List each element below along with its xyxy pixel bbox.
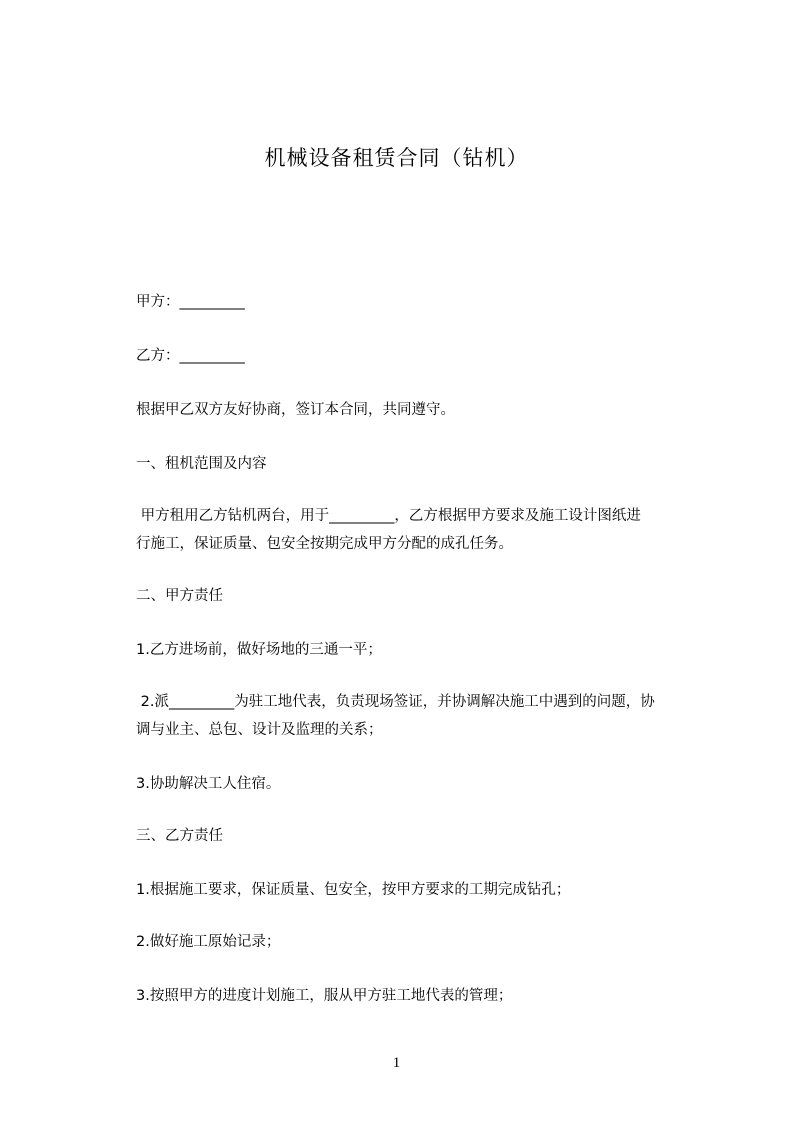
section-2-item-2-line-2: 调与业主、总包、设计及监理的关系； <box>136 722 383 738</box>
preamble: 根据甲乙双方友好协商，签订本合同，共同遵守。 <box>136 402 455 418</box>
party-b-line: 乙方：_________ <box>136 348 245 364</box>
page-number: 1 <box>392 1055 401 1071</box>
section-3-heading: 三、乙方责任 <box>136 828 223 844</box>
section-1-body-line-2: 行施工，保证质量、包安全按期完成甲方分配的成孔任务。 <box>136 536 513 552</box>
party-a-line: 甲方：_________ <box>136 294 245 310</box>
document-title: 机械设备租赁合同（钻机） <box>264 146 529 170</box>
section-2-heading: 二、甲方责任 <box>136 588 223 604</box>
section-1-body-line-1: 甲方租用乙方钻机两台，用于_________，乙方根据甲方要求及施工设计图纸进 <box>136 508 641 524</box>
section-1-heading: 一、租机范围及内容 <box>136 456 267 472</box>
section-3-item-2: 2.做好施工原始记录； <box>136 934 281 950</box>
section-3-item-3: 3.按照甲方的进度计划施工，服从甲方驻工地代表的管理； <box>136 988 513 1004</box>
section-2-item-3: 3.协助解决工人住宿。 <box>136 776 281 792</box>
section-2-item-1: 1.乙方进场前，做好场地的三通一平； <box>136 642 382 658</box>
section-2-item-2-line-1: 2.派_________为驻工地代表，负责现场签证，并协调解决施工中遇到的问题，协 <box>136 694 655 710</box>
section-3-item-1: 1.根据施工要求，保证质量、包安全，按甲方要求的工期完成钻孔； <box>136 882 571 898</box>
